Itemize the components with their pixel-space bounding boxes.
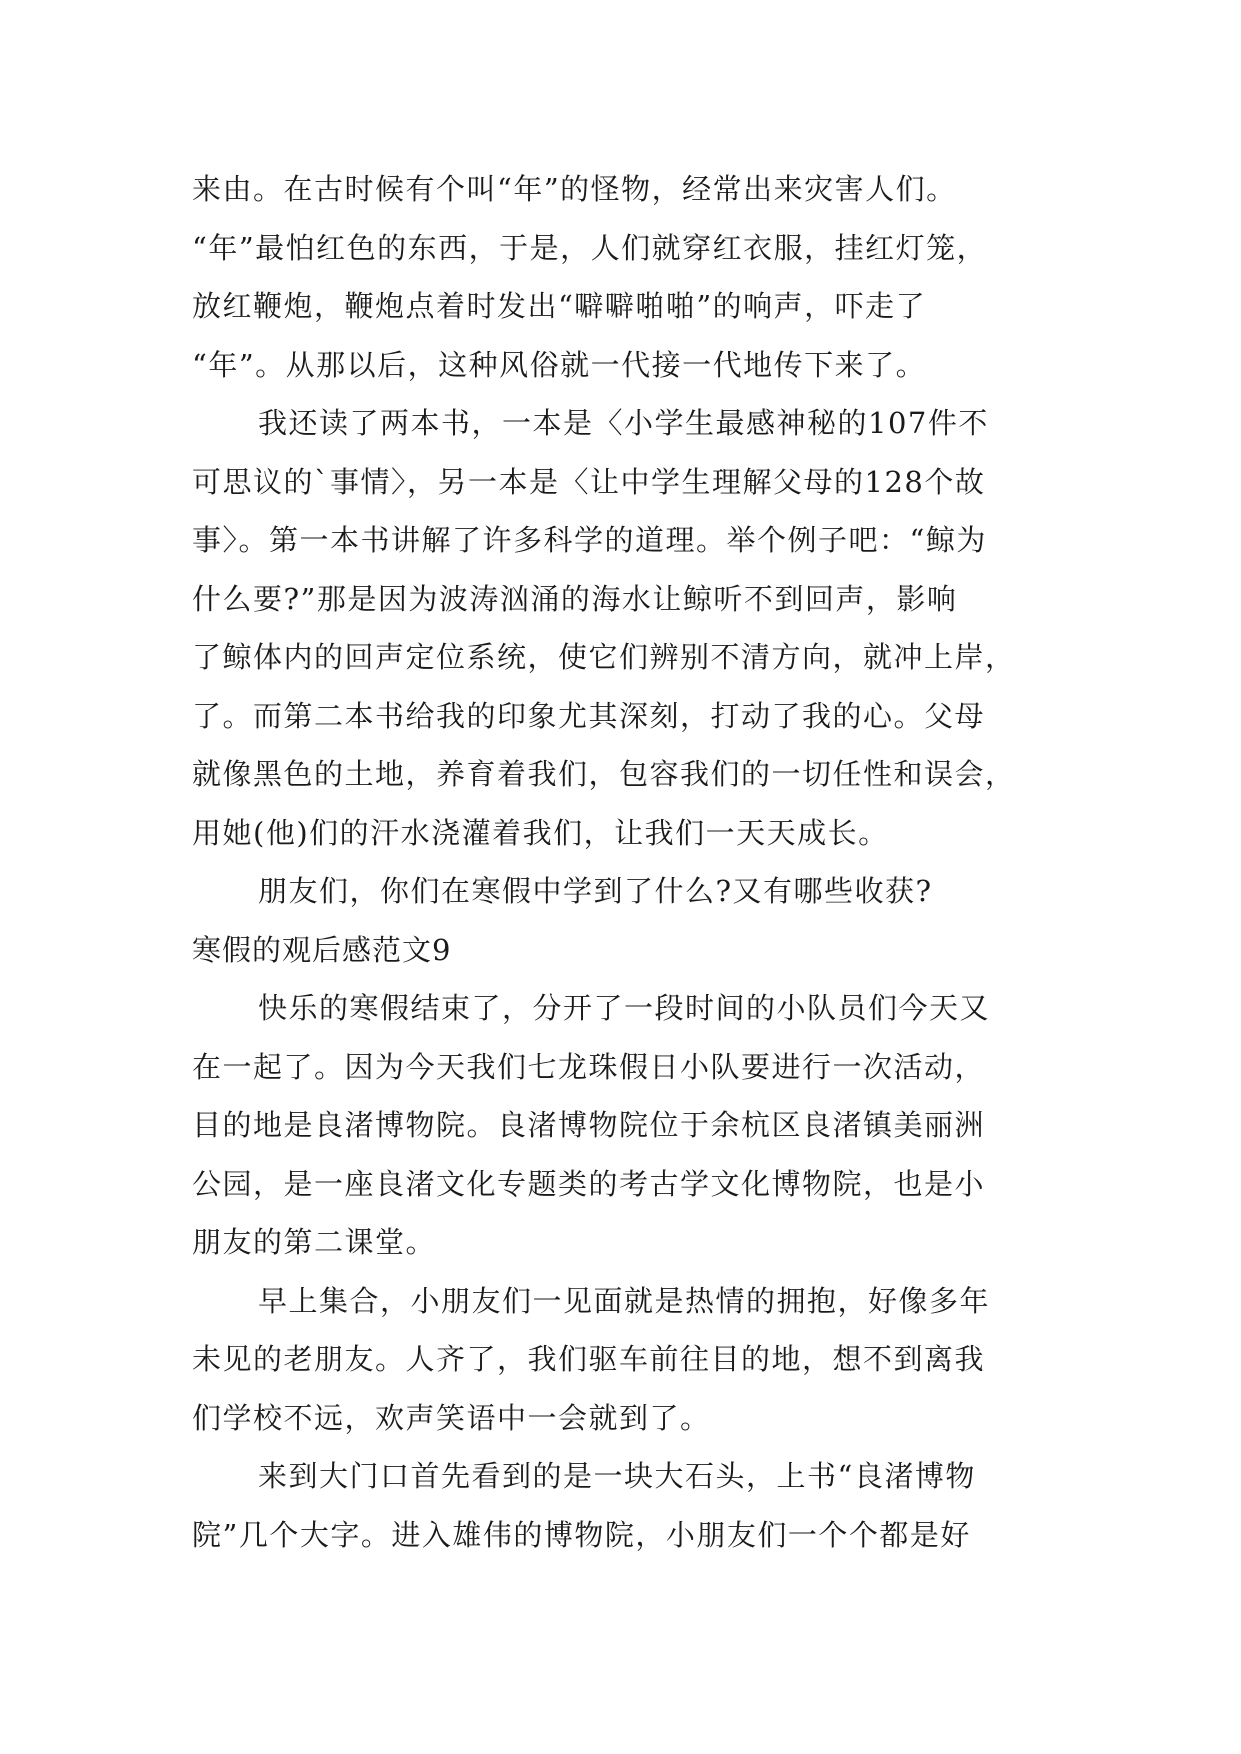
paragraph-line: 来由。在古时候有个叫“年”的怪物，经常出来灾害人们。	[192, 172, 957, 206]
paragraph-line: 未见的老朋友。人齐了，我们驱车前往目的地，想不到离我	[192, 1342, 986, 1376]
paragraph-line: 了。而第二本书给我的印象尤其深刻，打动了我的心。父母	[192, 698, 986, 733]
paragraph-line: 就像黑色的土地，养育着我们，包容我们的一切任性和误会，	[192, 757, 1016, 791]
paragraph-line: “年”。从那以后，这种风俗就一代接一代地传下来了。	[192, 347, 927, 382]
section-heading: 寒假的观后感范文9	[192, 932, 452, 967]
paragraph-first-line: 快乐的寒假结束了，分开了一段时间的小队员们今天又	[258, 991, 991, 1025]
paragraph-line: 们学校不远，欢声笑语中一会就到了。	[192, 1400, 711, 1435]
paragraph-line: 公园，是一座良渚文化专题类的考古学文化博物院，也是小	[192, 1166, 986, 1201]
paragraph-first-line: 来到大门口首先看到的是一块大石头，上书“良渚博物	[258, 1459, 976, 1493]
paragraph-first-line: 我还读了两本书，一本是〈小学生最感神秘的107件不	[258, 406, 989, 440]
paragraph-first-line: 早上集合，小朋友们一见面就是热情的拥抱，好像多年	[258, 1283, 991, 1318]
paragraph-line: 在一起了。因为今天我们七龙珠假日小队要进行一次活动，	[192, 1049, 986, 1084]
paragraph-line: 了鲸体内的回声定位系统，使它们辨别不清方向，就冲上岸，	[192, 640, 1016, 674]
paragraph-line: 院”几个大字。进入雄伟的博物院，小朋友们一个个都是好	[192, 1517, 971, 1552]
paragraph-first-line: 朋友们，你们在寒假中学到了什么?又有哪些收获?	[258, 874, 933, 908]
paragraph-line: 放红鞭炮，鞭炮点着时发出“噼噼啪啪”的响声，吓走了	[192, 289, 927, 323]
paragraph-line: 用她(他)们的汗水浇灌着我们，让我们一天天成长。	[192, 815, 889, 850]
paragraph-line: 事〉。第一本书讲解了许多科学的道理。举个例子吧：“鲸为	[192, 523, 987, 557]
paragraph-line: 目的地是良渚博物院。良渚博物院位于余杭区良渚镇美丽洲	[192, 1108, 986, 1142]
document-body	[192, 160, 1062, 1564]
paragraph-line: 可思议的`事情〉，另一本是〈让中学生理解父母的128个故	[192, 464, 986, 499]
paragraph-line: “年”最怕红色的东西，于是，人们就穿红衣服，挂红灯笼，	[192, 230, 988, 265]
paragraph-line: 朋友的第二课堂。	[192, 1225, 437, 1259]
paragraph-line: 什么要?”那是因为波涛汹涌的海水让鲸听不到回声，影响	[192, 581, 958, 616]
